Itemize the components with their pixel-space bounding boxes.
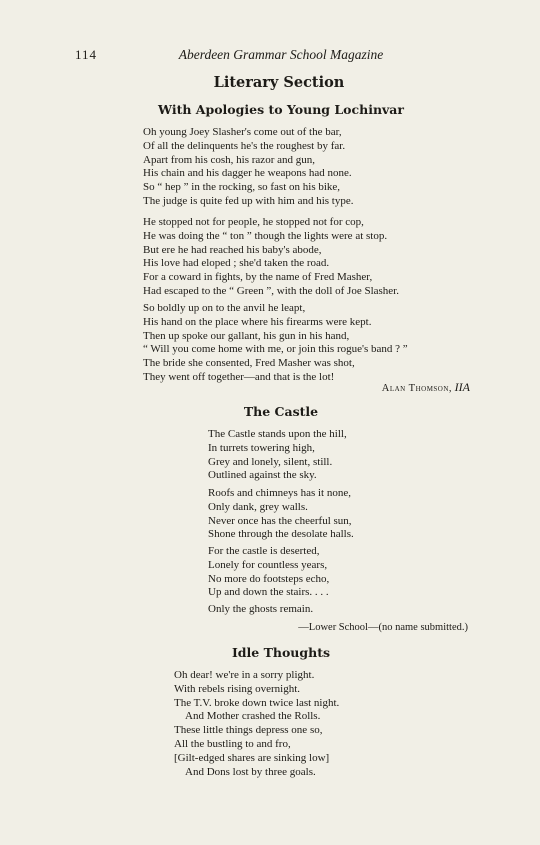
- poem-line: In turrets towering high,: [208, 441, 315, 454]
- poem-line: All the bustling to and fro,: [174, 737, 291, 750]
- poem-author: —Lower School—(no name submitted.): [298, 622, 468, 633]
- poem-line: Lonely for countless years,: [208, 558, 328, 571]
- poem-line: And Dons lost by three goals.: [185, 765, 316, 778]
- page-number: 114: [75, 47, 98, 62]
- poem-line: [Gilt-edged shares are sinking low]: [174, 751, 330, 764]
- poem-line: His hand on the place where his firearms were kept.: [143, 315, 372, 328]
- poem-line: His chain and his dagger he weapons had none.: [143, 167, 352, 180]
- poem-line: Only the ghosts remain.: [208, 603, 314, 615]
- stanza: [208, 545, 329, 600]
- poem-line: Only dank, grey walls.: [208, 500, 308, 513]
- poem-line: Had escaped to the “ Green ”, with the doll of Joe Slasher.: [143, 284, 399, 297]
- poem-title-lochinvar: With Apologies to Young Lochinvar: [158, 102, 404, 117]
- poem-line: They went off together—and that is the lot!: [143, 370, 335, 383]
- poem-line: For a coward in fights, by the name of Fred Masher,: [143, 271, 373, 284]
- author-form: IIA: [454, 380, 470, 394]
- stanza: [143, 216, 399, 299]
- poem-line: The Castle stands upon the hill,: [208, 428, 347, 440]
- poem-line: Of all the delinquents he's the roughest by far.: [143, 139, 346, 152]
- poem-title-castle: The Castle: [243, 404, 319, 419]
- stanza: [208, 428, 347, 483]
- section-title: Literary Section: [213, 74, 345, 91]
- poem-line: With rebels rising overnight.: [174, 682, 301, 695]
- poem-line: He stopped not for people, he stopped not for cop,: [143, 216, 364, 228]
- poem-line: These little things depress one so,: [174, 724, 323, 737]
- poem-line: Roofs and chimneys has it none,: [208, 487, 351, 499]
- stanza: [143, 302, 408, 385]
- author-name: Alan Thomson,: [381, 383, 453, 394]
- poem-line: Outlined against the sky.: [208, 469, 317, 482]
- magazine-title: Aberdeen Grammar School Magazine: [178, 47, 384, 62]
- poem-line: The T.V. broke down twice last night.: [174, 696, 340, 709]
- poem-line: Apart from his cosh, his razor and gun,: [143, 153, 315, 166]
- poem-line: “ Will you come home with me, or join this rogue's band ? ”: [143, 343, 408, 356]
- poem-line: The bride she consented, Fred Masher was shot,: [143, 357, 355, 370]
- poem-line: His love had eloped ; she'd taken the road.: [143, 257, 330, 270]
- poem-line: Shone through the desolate halls.: [208, 528, 354, 541]
- poem-line: Never once has the cheerful sun,: [208, 514, 352, 527]
- poem-line: Oh dear! we're in a sorry plight.: [174, 669, 315, 681]
- poem-line: Oh young Joey Slasher's come out of the bar,: [143, 126, 342, 138]
- poem-line: The judge is quite fed up with him and his type.: [143, 194, 354, 207]
- poem-line: For the castle is deserted,: [208, 545, 320, 557]
- stanza: [174, 669, 339, 779]
- stanza: [208, 603, 313, 617]
- poem-title-idle-thoughts: Idle Thoughts: [231, 645, 331, 660]
- poem-line: Grey and lonely, silent, still.: [208, 455, 333, 468]
- running-head: [0, 47, 540, 67]
- poem-line: So boldly up on to the anvil he leapt,: [143, 302, 306, 314]
- poem-author: [382, 380, 470, 395]
- poem-line: No more do footsteps echo,: [208, 572, 330, 585]
- stanza: [208, 487, 354, 542]
- poem-line: And Mother crashed the Rolls.: [185, 710, 321, 723]
- stanza: [143, 126, 354, 209]
- poem-line: He was doing the “ ton ” though the lights were at stop.: [143, 229, 388, 242]
- poem-line: So “ hep ” in the rocking, so fast on his bike,: [143, 181, 341, 194]
- poem-line: Up and down the stairs. . . .: [208, 586, 329, 599]
- poem-line: But ere he had reached his baby's abode,: [143, 243, 322, 256]
- poem-line: Then up spoke our gallant, his gun in his hand,: [143, 329, 350, 342]
